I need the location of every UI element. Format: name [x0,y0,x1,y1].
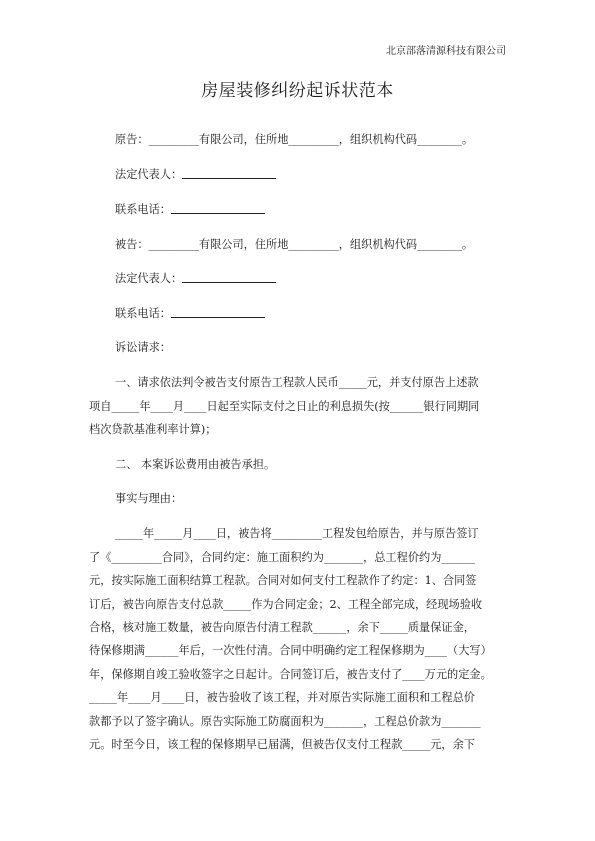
plaintiff-phone [115,201,265,217]
claim1-line: 档次贷款基准利率计算)； [89,423,217,436]
facts-line: 了《_________合同》，合同约定：施工面积约为_______，总工程价约为______ [89,551,475,564]
facts-line: 订后，被告向原告支付总款_____作为合同定金；2、工程全部完成，经现场验收 [89,598,483,611]
defendant-phone [115,305,265,321]
facts-line: 款都予以了签字确认。原告实际施工防腐面积为_______，工程总价款为_______ [89,715,481,728]
document-title: 房屋装修纠纷起诉状范本 [201,81,394,101]
plaintiff-rep-label: 法定代表人： [115,168,183,181]
blank-underline [171,202,265,214]
blank-underline [182,271,276,283]
blank-underline [182,167,276,179]
company-header: 北京部落清源科技有限公司 [386,46,506,57]
defendant-line: 被告：_________有限公司，住所地_________，组织机构代码________。 [115,238,474,251]
blank-underline [171,306,265,318]
defendant-phone-label: 联系电话： [115,307,171,320]
defendant-rep-label: 法定代表人： [115,272,183,285]
claims-heading: 诉讼请求： [115,341,171,354]
facts-heading: 事实与理由： [115,492,183,505]
facts-line: 年，保修期自竣工验收签字之日起计。合同签订后，被告支付了____万元的定金。 [89,668,492,681]
facts-line: 元。时至今日，该工程的保修期早已届满，但被告仅支付工程款_____元，余下 [89,738,475,751]
claim2-line: 二、 本案诉讼费用由被告承担。 [115,458,276,471]
plaintiff-line: 原告：_________有限公司，住所地_________，组织机构代码________。 [115,133,474,146]
plaintiff-rep [115,166,276,182]
facts-line: _____年_____月____日，被告将_________工程发包给原告，并与原告签订 [115,527,479,540]
facts-line: 待保修期满______年后，一次性付清。合同中明确约定工程保修期为____（大写） [89,644,492,657]
facts-line: 合格，核对施工数量，被告向原告付清工程款______，余下_____质量保证金， [89,621,475,634]
facts-line: 元，按实际施工面积结算工程款。合同对如何支付工程款作了约定：1、合同签 [89,574,477,587]
facts-line: _____年____月____日，被告验收了该工程，并对原告实际施工面积和工程总价 [89,691,475,704]
claim1-line: 一、请求依法判令被告支付原告工程款人民币_____元，并支付原告上述款 [115,376,479,389]
plaintiff-phone-label: 联系电话： [115,203,171,216]
defendant-rep [115,270,276,286]
claim1-line: 项自_____年____月____日起至实际支付之日止的利息损失(按______银行同期同 [89,400,480,413]
